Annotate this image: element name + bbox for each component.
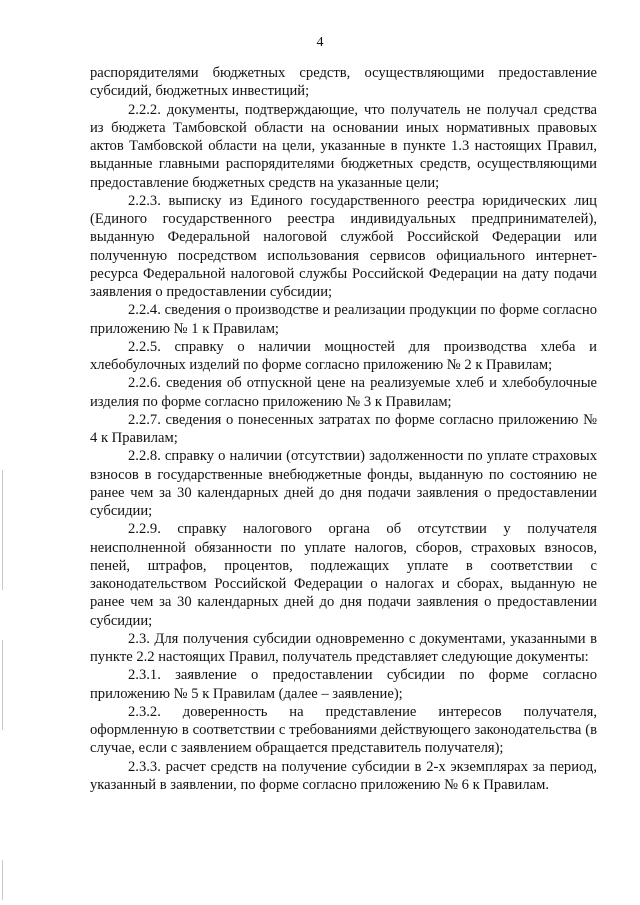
- paragraph-2-2-7: 2.2.7. сведения о понесенных затратах по форме согласно приложению № 4 к Правилам;: [90, 411, 597, 446]
- page-number: 4: [316, 35, 324, 50]
- paragraph-2-2-5: 2.2.5. справку о наличии мощностей для производства хлеба и хлебобулочных изделий по форме согласно приложению № 2 к Правилам;: [90, 338, 597, 373]
- scan-edge-mark: [2, 470, 3, 590]
- paragraph-2-2-4: 2.2.4. сведения о производстве и реализации продукции по форме согласно приложению № 1 к Правилам;: [90, 302, 597, 337]
- paragraph-2-3-3: 2.3.3. расчет средств на получение субсидии в 2-х экземплярах за период, указанный в заявлении, по форме согласно приложению № 6 к Правилам.: [90, 758, 597, 793]
- paragraph-2-2-6: 2.2.6. сведения об отпускной цене на реализуемые хлеб и хлебобулочные изделия по форме согласно приложению № 3 к Правилам;: [90, 375, 597, 410]
- paragraph-2-3: 2.3. Для получения субсидии одновременно с документами, указанными в пункте 2.2 настоящих Правил, получатель представляет следующие документы:: [90, 630, 597, 665]
- document-body: [90, 64, 597, 794]
- paragraph-2-3-2: 2.3.2. доверенность на представление интересов получателя, оформленную в соответствии с требованиями действующего законодательства (в случае, если с заявлением обращается представитель получателя);: [90, 703, 597, 757]
- paragraph-2-2-3: 2.2.3. выписку из Единого государственного реестра юридических лиц (Единого государственного реестра индивидуальных предпринимателей), выданную Федеральной налоговой службой Российской Федерации или полученную посредством использования сервисов официального интернет-ресурса Федеральной налоговой службы Российской Федерации на дату подачи заявления о предоставлении субсидии;: [90, 192, 597, 300]
- paragraph-continuation: распорядителями бюджетных средств, осуществляющими предоставление субсидий, бюджетных инвестиций;: [90, 65, 597, 100]
- paragraph-2-3-1: 2.3.1. заявление о предоставлении субсидии по форме согласно приложению № 5 к Правилам (далее – заявление);: [90, 667, 597, 702]
- scan-edge-mark: [2, 640, 3, 730]
- paragraph-2-2-9: 2.2.9. справку налогового органа об отсутствии у получателя неисполненной обязанности по уплате налогов, сборов, страховых взносов, пеней, штрафов, процентов, подлежащих уплате в соответствии с законодательством Российской Федерации о налогах и сборах, выданную не ранее чем за 30 календарных дней до дня подачи заявления о предоставлении субсидии;: [90, 521, 597, 629]
- paragraph-2-2-8: 2.2.8. справку о наличии (отсутствии) задолженности по уплате страховых взносов в государственные внебюджетные фонды, выданную по состоянию не ранее чем за 30 календарных дней до дня подачи заявления о предоставлении субсидии;: [90, 448, 597, 519]
- paragraph-2-2-2: 2.2.2. документы, подтверждающие, что получатель не получал средства из бюджета Тамбовской области на основании иных нормативных правовых актов Тамбовской области на цели, указанные в пункте 1.3 настоящих Правил, выданные главными распорядителями бюджетных средств, осуществляющими предоставление бюджетных средств на указанные цели;: [90, 101, 597, 191]
- scan-edge-mark: [2, 860, 3, 900]
